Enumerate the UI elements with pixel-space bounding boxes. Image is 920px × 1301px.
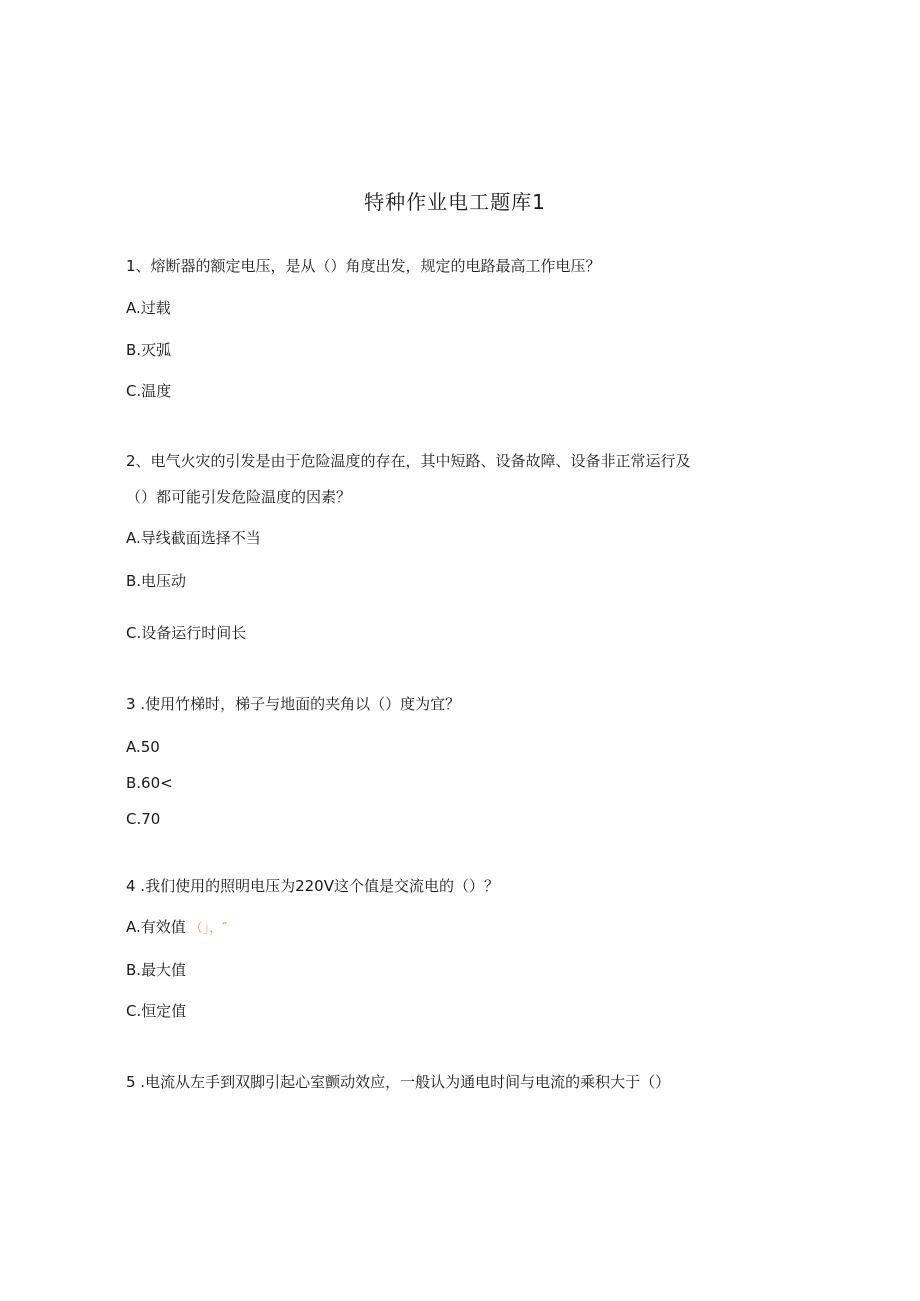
option-c: C.70 (126, 810, 161, 828)
question-stem: 4 .我们使用的照明电压为220V这个值是交流电的（）？ (126, 877, 499, 895)
option-a: A.过载 (126, 299, 171, 317)
question-stem: 3 .使用竹梯时，梯子与地面的夹角以（）度为宜？ (126, 695, 461, 713)
question-stem: 1、熔断器的额定电压，是从（）角度出发，规定的电路最高工作电压？ (126, 257, 601, 275)
option-b: B.灭弧 (126, 341, 172, 359)
question-stem-line-2: （）都可能引发危险温度的因素？ (126, 488, 352, 506)
question-stem-line-1: 2、电气火灾的引发是由于危险温度的存在，其中短路、设备故障、设备非正常运行及 (126, 452, 691, 470)
option-b: B.60< (126, 774, 173, 792)
option-c: C.恒定值 (126, 1002, 187, 1020)
page-title: 特种作业电工题库1 (364, 190, 546, 214)
question-stem: 5 .电流从左手到双脚引起心室颤动效应，一般认为通电时间与电流的乘积大于（） (126, 1073, 671, 1091)
option-b: B.电压动 (126, 572, 187, 590)
option-a: A.导线截面选择不当 (126, 529, 261, 547)
answer-mark: （」，″ (189, 921, 228, 936)
option-a: A.50 (126, 738, 160, 756)
option-c: C.设备运行时间长 (126, 624, 247, 642)
option-c: C.温度 (126, 382, 172, 400)
option-b: B.最大值 (126, 961, 187, 979)
option-a-row (126, 917, 227, 939)
option-a: A.有效值 (126, 918, 186, 936)
